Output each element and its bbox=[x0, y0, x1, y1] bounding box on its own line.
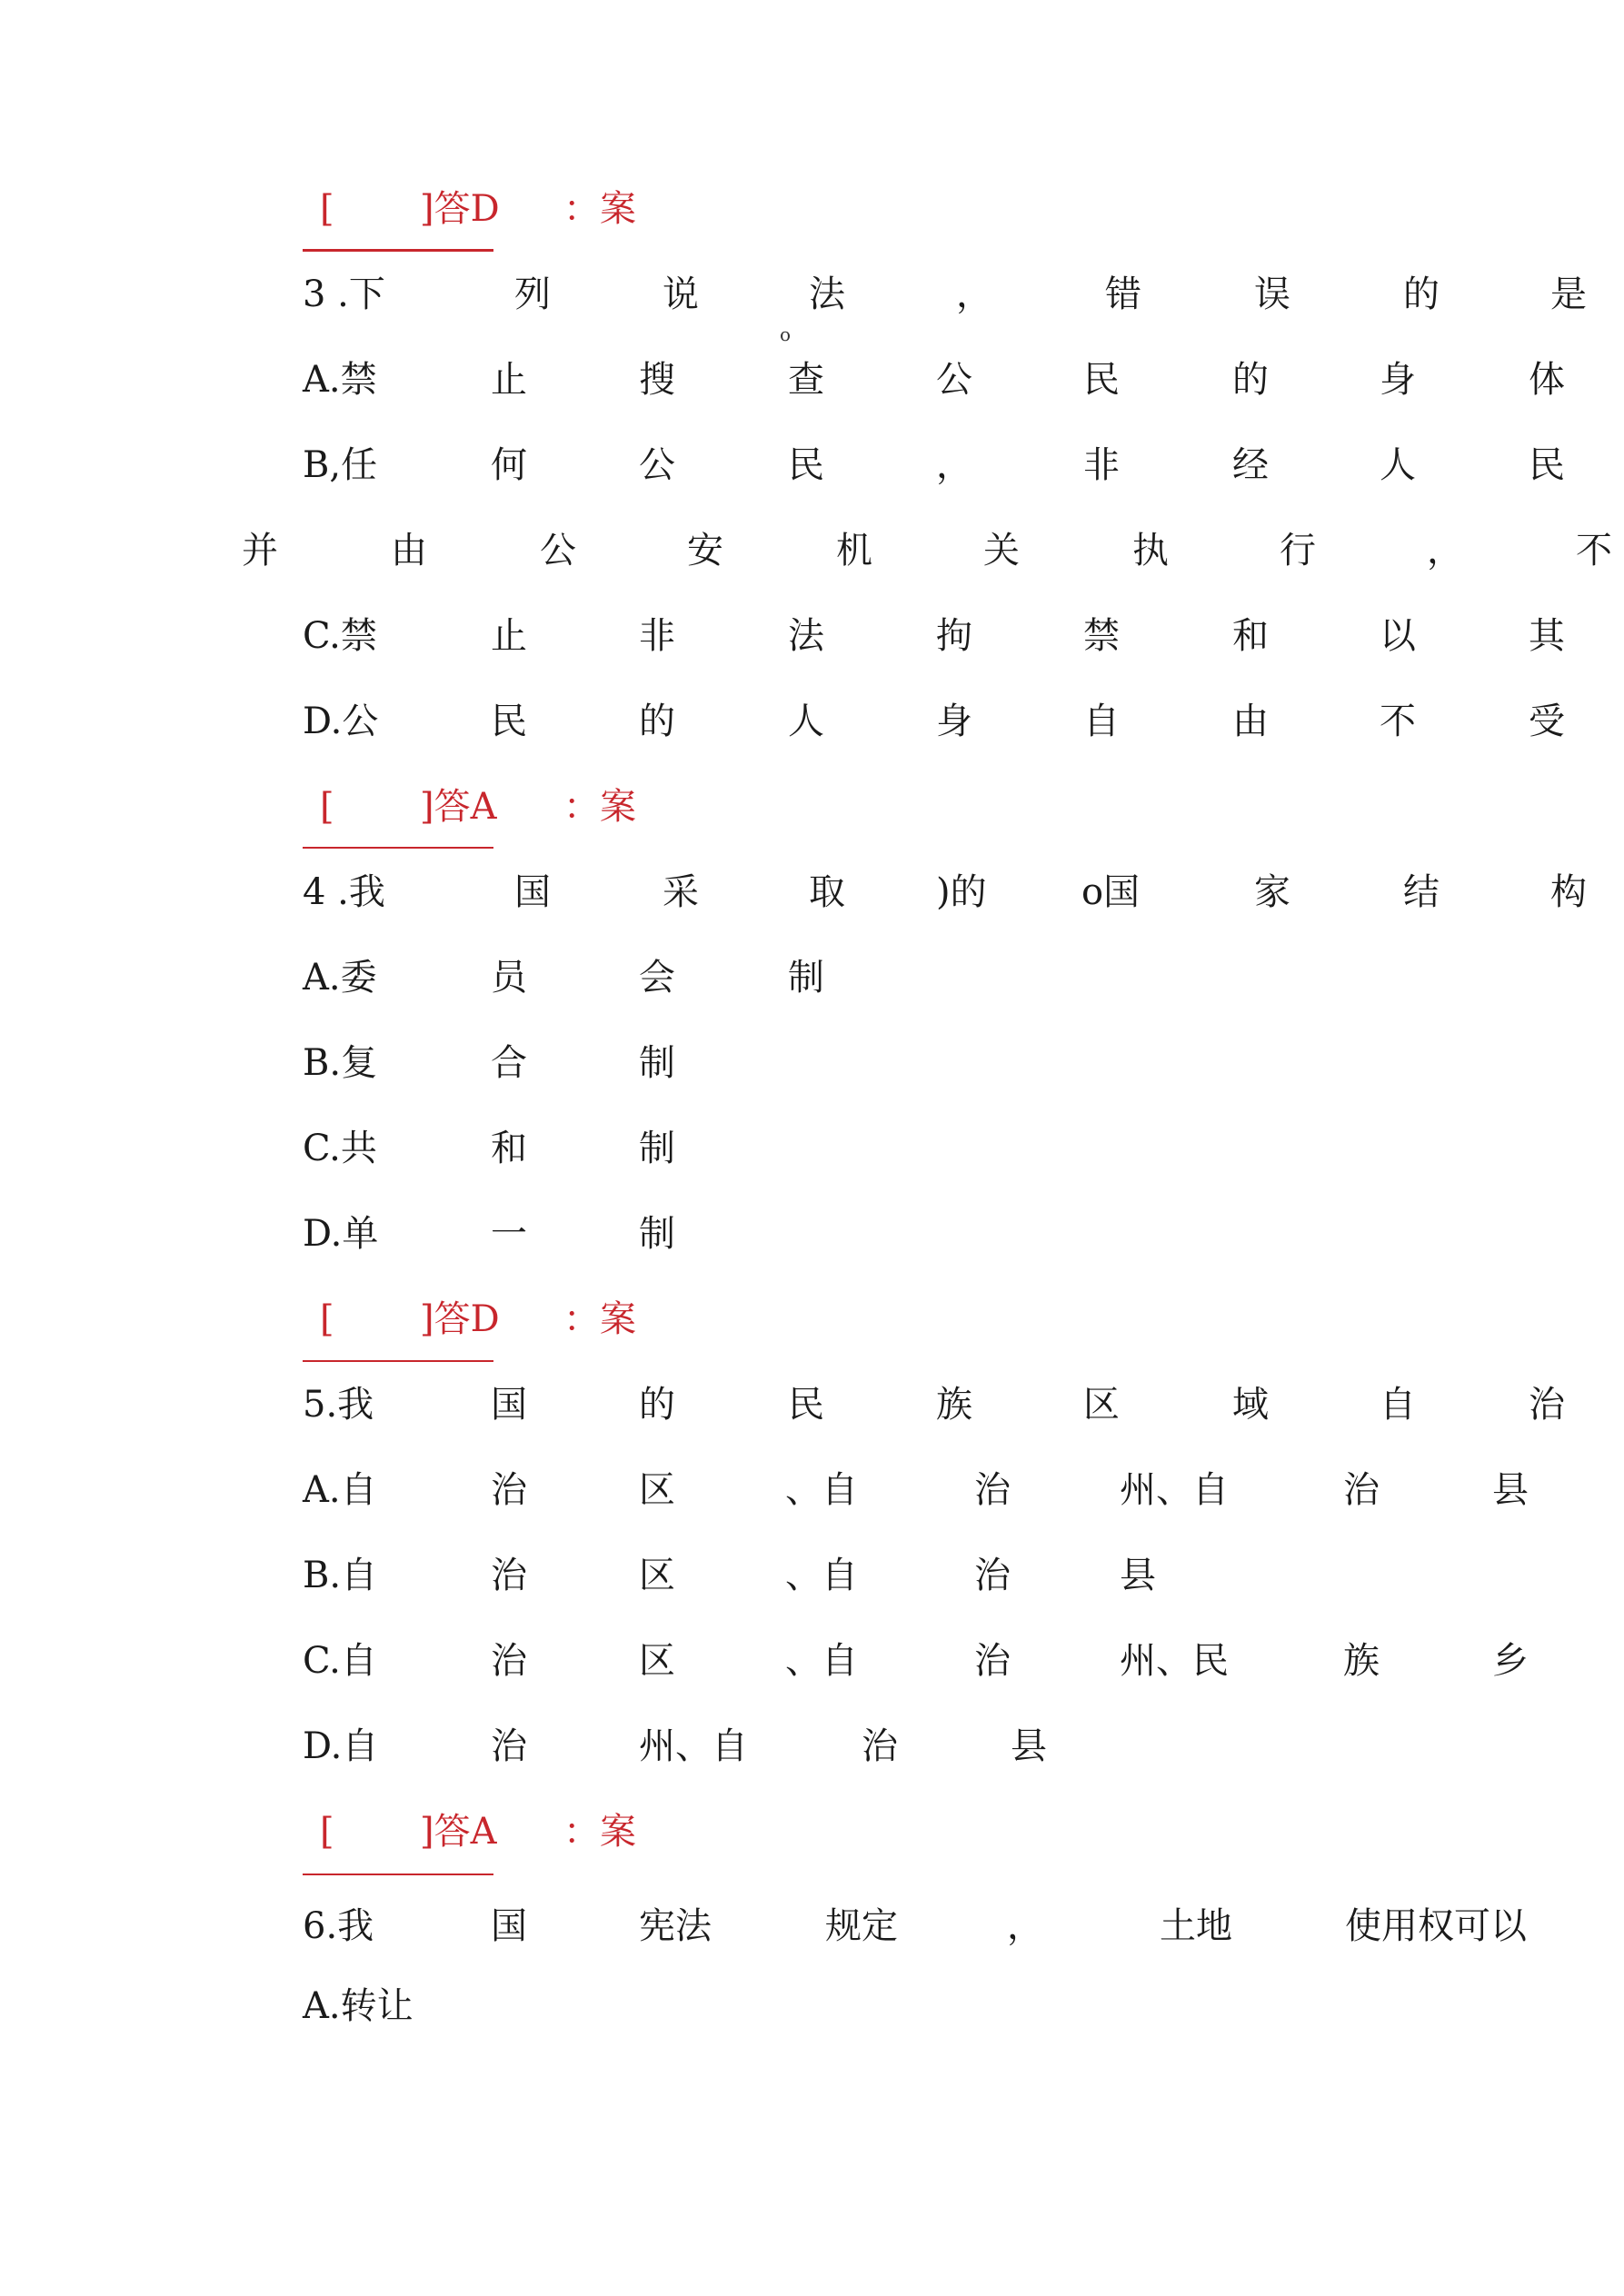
option-token: 公 bbox=[936, 359, 972, 401]
option-token: C.禁 bbox=[303, 615, 377, 657]
stem-token: 列 bbox=[514, 273, 551, 315]
option-token: 体 bbox=[1529, 359, 1565, 401]
stem-token: 误 bbox=[1254, 273, 1290, 315]
option-token: 民 bbox=[491, 701, 527, 742]
answer-letter: ]答A bbox=[420, 1811, 497, 1853]
option-token: 合 bbox=[491, 1042, 527, 1084]
stray-mark: o bbox=[780, 323, 792, 345]
option-token: 机 bbox=[836, 530, 872, 572]
option-token: 治 bbox=[974, 1555, 1011, 1596]
stem-token: 国 bbox=[491, 1905, 527, 1947]
option-token: 制 bbox=[788, 957, 824, 999]
option-token: 公 bbox=[540, 530, 576, 572]
stem-token: 土地 bbox=[1160, 1905, 1232, 1947]
answer-underline bbox=[303, 1874, 493, 1875]
option-token: 制 bbox=[639, 1128, 675, 1169]
option-line bbox=[0, 1634, 1624, 1688]
option-token: 治 bbox=[491, 1469, 527, 1511]
option-token: 治 bbox=[491, 1555, 527, 1596]
option-line bbox=[0, 438, 1624, 492]
stem-token: 的 bbox=[639, 1384, 675, 1426]
stem-token: ， bbox=[956, 273, 992, 315]
stem-token: 国 bbox=[514, 871, 551, 913]
option-token: 公 bbox=[639, 444, 675, 486]
answer-label: ：案 bbox=[563, 786, 636, 828]
stem-token: 取 bbox=[809, 871, 845, 913]
option-token: ， bbox=[1427, 530, 1463, 572]
answer-label: ：案 bbox=[563, 188, 636, 230]
option-token: 以 bbox=[1380, 615, 1416, 657]
option-token: A.禁 bbox=[303, 359, 377, 401]
option-token: 制 bbox=[639, 1213, 675, 1255]
answer-bracket: [ bbox=[320, 1811, 334, 1853]
stem-token: 的 bbox=[1403, 273, 1440, 315]
option-token: 拘 bbox=[936, 615, 972, 657]
option-token: 由 bbox=[391, 530, 427, 572]
question-stem bbox=[0, 1899, 1624, 1953]
option-token: 安 bbox=[687, 530, 723, 572]
option-token: 和 bbox=[491, 1128, 527, 1169]
option-token: 治 bbox=[1343, 1469, 1380, 1511]
option-line bbox=[0, 694, 1624, 749]
stem-token: 域 bbox=[1232, 1384, 1269, 1426]
option-token: 、自 bbox=[785, 1555, 858, 1596]
answer-label: ：案 bbox=[563, 1811, 636, 1853]
option-line bbox=[0, 1036, 1624, 1090]
option-token: 并 bbox=[242, 530, 278, 572]
answer-underline bbox=[303, 1360, 493, 1362]
option-token: 民 bbox=[1083, 359, 1120, 401]
option-token: 非 bbox=[1083, 444, 1120, 486]
option-token: 和 bbox=[1232, 615, 1269, 657]
option-token: 法 bbox=[788, 615, 824, 657]
answer-line bbox=[0, 1804, 1624, 1859]
option-token: 不 bbox=[1576, 530, 1612, 572]
option-token: D.自 bbox=[303, 1725, 379, 1767]
option-token: A.转让 bbox=[303, 1985, 413, 2027]
stem-token: 自 bbox=[1380, 1384, 1416, 1426]
option-token: 执 bbox=[1132, 530, 1169, 572]
stem-token: o国 bbox=[1081, 871, 1141, 913]
option-token: 族 bbox=[1343, 1640, 1380, 1682]
option-token: 州、自 bbox=[1120, 1469, 1229, 1511]
option-token: B.复 bbox=[303, 1042, 378, 1084]
stem-token: 治 bbox=[1529, 1384, 1565, 1426]
option-token: 人 bbox=[1380, 444, 1416, 486]
option-token: 身 bbox=[1380, 359, 1416, 401]
option-token: 治 bbox=[974, 1640, 1011, 1682]
option-token: 治 bbox=[862, 1725, 898, 1767]
option-token: 何 bbox=[491, 444, 527, 486]
stem-token: 6.我 bbox=[303, 1905, 374, 1947]
stem-token: 民 bbox=[788, 1384, 824, 1426]
option-line bbox=[0, 950, 1624, 1005]
stem-token: 区 bbox=[1083, 1384, 1120, 1426]
option-token: 县 bbox=[1011, 1725, 1047, 1767]
answer-line bbox=[0, 1292, 1624, 1347]
option-token: 查 bbox=[788, 359, 824, 401]
option-token: 禁 bbox=[1083, 615, 1120, 657]
option-token: 制 bbox=[639, 1042, 675, 1084]
answer-letter: ]答A bbox=[420, 786, 497, 828]
option-token: 州、民 bbox=[1120, 1640, 1229, 1682]
option-line bbox=[0, 1121, 1624, 1176]
stem-token: 国 bbox=[491, 1384, 527, 1426]
option-token: 止 bbox=[491, 359, 527, 401]
option-token: B.自 bbox=[303, 1555, 378, 1596]
option-token: ， bbox=[936, 444, 972, 486]
option-token: 行 bbox=[1280, 530, 1316, 572]
stem-token: 采 bbox=[663, 871, 699, 913]
option-token: D.公 bbox=[303, 701, 379, 742]
option-token: 由 bbox=[1232, 701, 1269, 742]
option-token: 民 bbox=[788, 444, 824, 486]
option-token: 县 bbox=[1120, 1555, 1156, 1596]
option-token: B,任 bbox=[303, 444, 378, 486]
option-token: 非 bbox=[639, 615, 675, 657]
option-token: 治 bbox=[491, 1640, 527, 1682]
option-token: A.自 bbox=[303, 1469, 377, 1511]
option-line bbox=[0, 1207, 1624, 1261]
option-token: 一 bbox=[491, 1213, 527, 1255]
option-token: 自 bbox=[1083, 701, 1120, 742]
stem-token: )的 bbox=[936, 871, 987, 913]
option-token: A.委 bbox=[303, 957, 377, 999]
answer-line bbox=[0, 182, 1624, 236]
option-token: 、自 bbox=[785, 1469, 858, 1511]
option-line bbox=[0, 1548, 1624, 1603]
stem-token: 法 bbox=[809, 273, 845, 315]
stem-token: 说 bbox=[663, 273, 699, 315]
option-token: 员 bbox=[491, 957, 527, 999]
option-token: 州、自 bbox=[639, 1725, 748, 1767]
stem-token: 4 .我 bbox=[303, 871, 385, 913]
option-line bbox=[0, 523, 1624, 578]
stem-token: 家 bbox=[1254, 871, 1290, 913]
option-token: 治 bbox=[491, 1725, 527, 1767]
stem-token: 规定 bbox=[825, 1905, 898, 1947]
option-token: 、自 bbox=[785, 1640, 858, 1682]
option-token: C.自 bbox=[303, 1640, 377, 1682]
answer-label: ：案 bbox=[563, 1298, 636, 1340]
option-line bbox=[0, 609, 1624, 663]
question-stem bbox=[0, 1377, 1624, 1432]
stem-token: 构 bbox=[1550, 871, 1587, 913]
option-token: 治 bbox=[974, 1469, 1011, 1511]
option-token: 受 bbox=[1529, 701, 1565, 742]
question-stem bbox=[0, 267, 1624, 322]
stem-token: 族 bbox=[936, 1384, 972, 1426]
option-token: 区 bbox=[639, 1469, 675, 1511]
answer-letter: ]答D bbox=[420, 188, 500, 230]
option-token: 关 bbox=[983, 530, 1020, 572]
option-token: 区 bbox=[639, 1555, 675, 1596]
option-token: C.共 bbox=[303, 1128, 377, 1169]
stem-token: 3 .下 bbox=[303, 273, 385, 315]
option-line bbox=[0, 1463, 1624, 1517]
question-stem bbox=[0, 865, 1624, 919]
answer-bracket: [ bbox=[320, 188, 334, 230]
stem-token: 宪法 bbox=[639, 1905, 712, 1947]
answer-bracket: [ bbox=[320, 786, 334, 828]
stem-token: 错 bbox=[1105, 273, 1141, 315]
option-token: 会 bbox=[639, 957, 675, 999]
option-line bbox=[0, 353, 1624, 407]
option-token: 经 bbox=[1232, 444, 1269, 486]
option-token: 不 bbox=[1380, 701, 1416, 742]
option-token: D.单 bbox=[303, 1213, 379, 1255]
stem-token: 使用权可以 bbox=[1345, 1905, 1527, 1947]
option-token: 县 bbox=[1492, 1469, 1529, 1511]
answer-bracket: [ bbox=[320, 1298, 334, 1340]
stem-token: ， bbox=[1007, 1905, 1043, 1947]
option-token: 乡 bbox=[1492, 1640, 1529, 1682]
answer-line bbox=[0, 780, 1624, 834]
option-token: 止 bbox=[491, 615, 527, 657]
answer-letter: ]答D bbox=[420, 1298, 500, 1340]
answer-underline bbox=[303, 249, 493, 252]
option-line bbox=[0, 1979, 1624, 2033]
option-token: 的 bbox=[639, 701, 675, 742]
stem-token: 是 bbox=[1550, 273, 1587, 315]
option-token: 民 bbox=[1529, 444, 1565, 486]
answer-underline bbox=[303, 847, 493, 849]
option-token: 搜 bbox=[639, 359, 675, 401]
option-token: 身 bbox=[936, 701, 972, 742]
stem-token: 5.我 bbox=[303, 1384, 374, 1426]
stem-token: 结 bbox=[1403, 871, 1440, 913]
option-token: 人 bbox=[788, 701, 824, 742]
option-token: 区 bbox=[639, 1640, 675, 1682]
option-token: 的 bbox=[1232, 359, 1269, 401]
option-token: 其 bbox=[1529, 615, 1565, 657]
option-line bbox=[0, 1719, 1624, 1774]
